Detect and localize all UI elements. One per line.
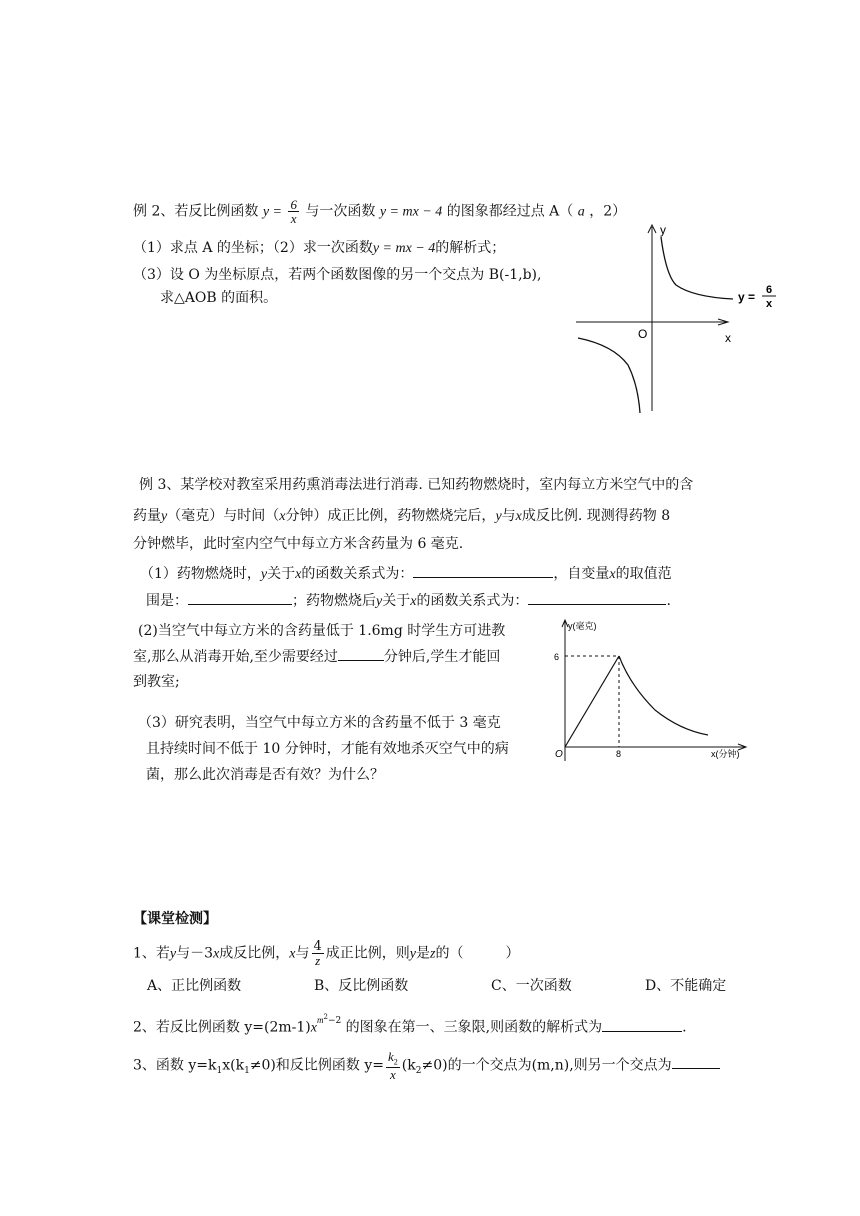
option-d: D、不能确定	[645, 978, 727, 994]
curve-label-lhs: y =	[738, 290, 756, 304]
ex3-intro-l2: 药量y（毫克）与时间（x分钟）成正比例，药物燃烧完后，y与x成反比例. 现测得药物 8	[133, 508, 671, 524]
ex2-statement: 例 2、若反比例函数 y = $\frac{6}{x}$ 与一次函数 y = mx − 4 的图象都经过点 A（ a ，2）	[133, 197, 627, 226]
check-q2: 2、若反比例函数 $y=(2m-1)x^{m^2-2}$ 的图象在第一、三象限,则函数的解析式为 .	[133, 1013, 687, 1036]
ex2-q3: （3）设 O 为坐标原点，若两个函数图像的另一个交点为 B(-1,b),	[133, 267, 542, 283]
q1-fraction: $\frac{4}{z}$	[313, 939, 322, 968]
ex3-p1: （1）药物燃烧时，y关于x的函数关系式为： ，自变量x的取值范	[140, 566, 672, 582]
x-axis-label: x	[725, 331, 731, 345]
curve-q1	[661, 237, 733, 299]
x-tick-label: 8	[616, 749, 622, 759]
answer-blank-4	[338, 647, 384, 661]
y-tick-label: 6	[554, 652, 560, 662]
origin-label: O	[555, 749, 563, 760]
ex3-p3-l2: 且持续时间不低于 10 分钟时，才能有效地杀灭空气中的病	[146, 741, 509, 757]
answer-blank-2	[188, 591, 292, 605]
curve-label-num: 6	[766, 284, 773, 296]
concentration-graph	[545, 615, 755, 770]
check-q1: 1、若y与－3x成反比例，x与 $\frac{4}{z}$ 成正比例，则y是z的（ ）	[133, 939, 520, 968]
answer-blank-5	[602, 1018, 682, 1032]
section-title: 【课堂检测】	[133, 911, 217, 927]
ex2-fraction: $\frac{6}{x}$	[290, 197, 297, 226]
y-axis-label: y(毫克)	[568, 621, 597, 631]
ex3-intro-l3: 分钟燃毕，此时室内空气中每立方米含药量为 6 毫克.	[133, 536, 464, 552]
option-a: A、正比例函数	[147, 978, 242, 994]
curve-q3	[578, 338, 640, 413]
ex3-p1-l2: 围是： ；药物燃烧后y关于x的函数关系式为： .	[146, 593, 671, 609]
ex3-p2-l3: 到教室;	[133, 674, 180, 690]
x-axis-label: x(分钟)	[711, 749, 740, 759]
ex3-intro-l1: 例 3、某学校对教室采用药熏消毒法进行消毒. 已知药物燃烧时，室内每立方米空气中的含	[139, 477, 694, 493]
ex3-p2-l2: 室,那么从消毒开始,至少需要经过 分钟后,学生才能回	[133, 649, 501, 665]
answer-blank-3	[528, 591, 666, 605]
option-b: B、反比例函数	[314, 978, 409, 994]
hyperbola-graph	[568, 215, 788, 415]
ex2-q3-cont: 求△AOB 的面积。	[160, 290, 278, 306]
decay-curve	[619, 656, 708, 735]
curve-label-den: x	[766, 298, 773, 310]
burning-line	[565, 656, 619, 747]
ex2-q1-q2: （1）求点 A 的坐标；（2）求一次函数y = mx − 4的解析式；	[133, 240, 506, 256]
origin-label: O	[638, 327, 648, 341]
option-c: C、一次函数	[491, 978, 572, 994]
q3-fraction: $\frac{k_2}{x}$	[388, 1049, 398, 1082]
answer-blank-1	[413, 564, 553, 578]
ex3-p3-l3: 菌，那么此次消毒是否有效？为什么？	[146, 767, 384, 783]
check-q3: 3、函数 $y=k_1x(k_1\ne 0)$和反比例函数 y= $\frac{k_2}{x}$ $(k_2\ne 0)$的一个交点为(m,n),则另一个交点为	[133, 1050, 720, 1081]
answer-blank-6	[672, 1055, 720, 1069]
y-axis-label: y	[660, 223, 666, 237]
ex3-p2-l1: (2)当空气中每立方米的含药量低于 1.6mg 时学生方可进教	[138, 623, 506, 639]
ex3-p3-l1: （3）研究表明，当空气中每立方米的含药量不低于 3 毫克	[138, 715, 501, 731]
